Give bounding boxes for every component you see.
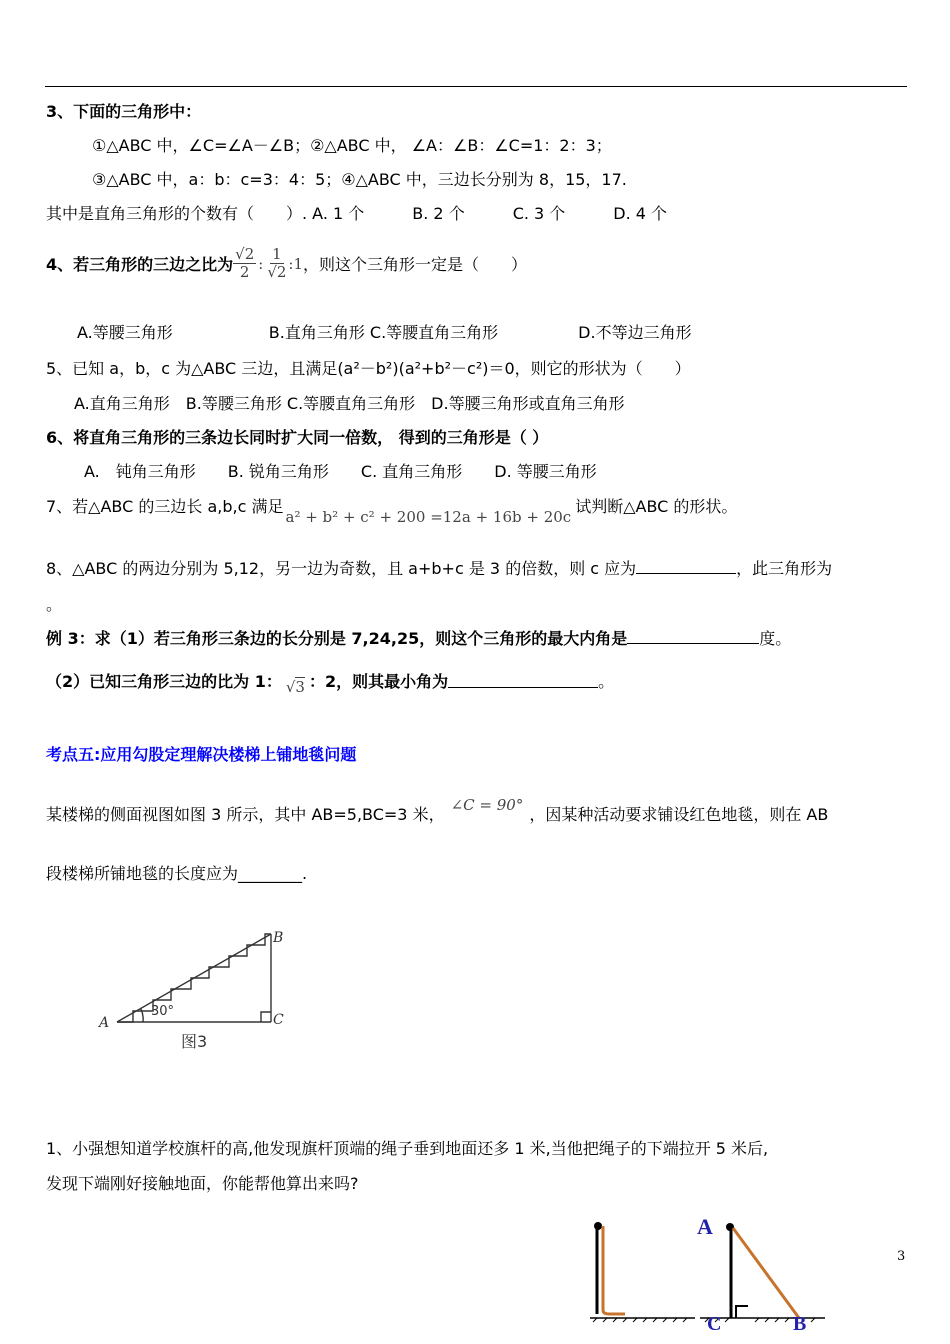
staircase-right-angle xyxy=(261,1012,271,1022)
staircase-figure xyxy=(95,926,295,1056)
q4-frac2-den: √2 xyxy=(267,263,287,282)
q8-text2: ，此三角形为 xyxy=(736,559,833,578)
q4-tail-ratio: :1 xyxy=(288,254,304,273)
header-rule xyxy=(45,86,907,87)
q4-frac2 xyxy=(265,246,288,282)
q3-line3: 其中是直角三角形的个数有（ ）. A. 1 个 B. 2 个 C. 3 个 D. 4 个 xyxy=(46,204,668,223)
p1-line2: 发现下端刚好接触地面，你能帮他算出来吗? xyxy=(46,1174,359,1193)
page-number: 3 xyxy=(897,1249,906,1264)
flagpole-label-a: A xyxy=(697,1214,713,1239)
figure3-label-c: C xyxy=(273,1012,284,1028)
q7-formula: a² + b² + c² + 200 =12a + 16b + 20c xyxy=(285,508,572,526)
q4-frac2-num: 1 xyxy=(272,245,282,263)
q4-prefix: 4、若三角形的三边之比为 xyxy=(46,255,234,275)
figure3-label-b: B xyxy=(273,930,284,946)
p1-line1: 1、小强想知道学校旗杆的高,他发现旗杆顶端的绳子垂到地面还多 1 米,当他把绳子的下端拉开 5 米后, xyxy=(46,1139,769,1158)
ex3-sqrt-radicand: 3 xyxy=(295,678,305,696)
flagpole-right-angle xyxy=(736,1306,748,1318)
ex3-line1 xyxy=(46,626,791,649)
q8-end: 。 xyxy=(46,595,63,614)
figure3-caption: 图3 xyxy=(181,1032,208,1051)
section5-para1 xyxy=(46,796,829,825)
ex3-line2-end: 。 xyxy=(598,671,615,691)
q6-options: A. 钝角三角形 B. 锐角三角形 C. 直角三角形 D. 等腰三角形 xyxy=(84,462,597,481)
flagpole-left-top xyxy=(594,1222,602,1230)
figure3-label-a: A xyxy=(99,1015,110,1031)
ex3-line2-prefix: （2）已知三角形三边的比为 1： xyxy=(46,671,282,691)
q8-stem xyxy=(46,556,832,579)
section5-para1-a: 某楼梯的侧面视图如图 3 所示，其中 AB=5,BC=3 米， xyxy=(46,805,445,824)
q4-suffix: ，则这个三角形一定是（ ） xyxy=(303,255,528,275)
flagpole-label-b: B xyxy=(793,1313,807,1335)
flagpole-left-rope xyxy=(603,1226,625,1314)
q4-colon: : xyxy=(258,254,264,273)
ex3-line1-text: 例 3：求（1）若三角形三条边的长分别是 7,24,25，则这个三角形的最大内角是 xyxy=(46,629,628,648)
flagpole-figure xyxy=(585,1210,835,1344)
q5-text: 5、已知 a，b，c 为△ABC 三边，且满足(a²－b²)(a²+b²－c²)＝0，则它的形状为（ ） xyxy=(46,359,691,378)
ex3-line1-end: 度。 xyxy=(759,629,792,648)
q7-prefix: 7、若△ABC 的三边长 a,b,c 满足 xyxy=(46,497,284,516)
q5-options: A.直角三角形 B.等腰三角形 C.等腰直角三角形 D.等腰三角形或直角三角形 xyxy=(74,394,625,413)
ex3-blank2 xyxy=(448,673,598,688)
section5-heading: 考点五:应用勾股定理解决楼梯上铺地毯问题 xyxy=(46,745,357,764)
q3-title: 3、下面的三角形中： xyxy=(46,102,202,121)
q3-line2: ③△ABC 中，a：b：c=3：4：5；④△ABC 中，三边长分别为 8，15，17. xyxy=(92,170,627,189)
ex3-sqrt: √3 xyxy=(285,678,305,696)
figure3-angle-label: 30° xyxy=(151,1004,175,1019)
flagpole-label-c: C xyxy=(707,1313,722,1335)
q7-stem xyxy=(46,494,737,526)
section5-para1-b: ，因某种活动要求铺设红色地毯，则在 AB xyxy=(529,805,829,824)
q3-line1: ①△ABC 中，∠C=∠A－∠B；②△ABC 中， ∠A：∠B：∠C=1：2：3； xyxy=(92,136,612,155)
q4-frac1 xyxy=(233,246,256,282)
q6-text: 6、将直角三角形的三条边长同时扩大同一倍数， 得到的三角形是（ ） xyxy=(46,428,549,447)
section5-angle: ∠C = 90° xyxy=(450,796,524,814)
ex3-blank1 xyxy=(627,629,759,644)
q4-stem xyxy=(46,246,527,282)
q4-options: A.等腰三角形 B.直角三角形 C.等腰直角三角形 D.不等边三角形 xyxy=(77,323,692,342)
q8-text: 8、△ABC 的两边分别为 5,12，另一边为奇数，且 a+b+c 是 3 的倍数，则 c 应为 xyxy=(46,559,637,578)
section5-para2: 段楼梯所铺地毯的长度应为________. xyxy=(46,864,308,883)
q4-frac1-den: 2 xyxy=(239,263,250,282)
ex3-line2 xyxy=(46,664,614,696)
flagpole-right-rope xyxy=(733,1228,799,1318)
q4-frac1-num: √2 xyxy=(235,245,255,263)
ex3-line2-mid: ：2，则其最小角为 xyxy=(308,671,449,691)
q7-suffix: 试判断△ABC 的形状。 xyxy=(575,497,738,516)
q8-blank xyxy=(636,559,736,574)
